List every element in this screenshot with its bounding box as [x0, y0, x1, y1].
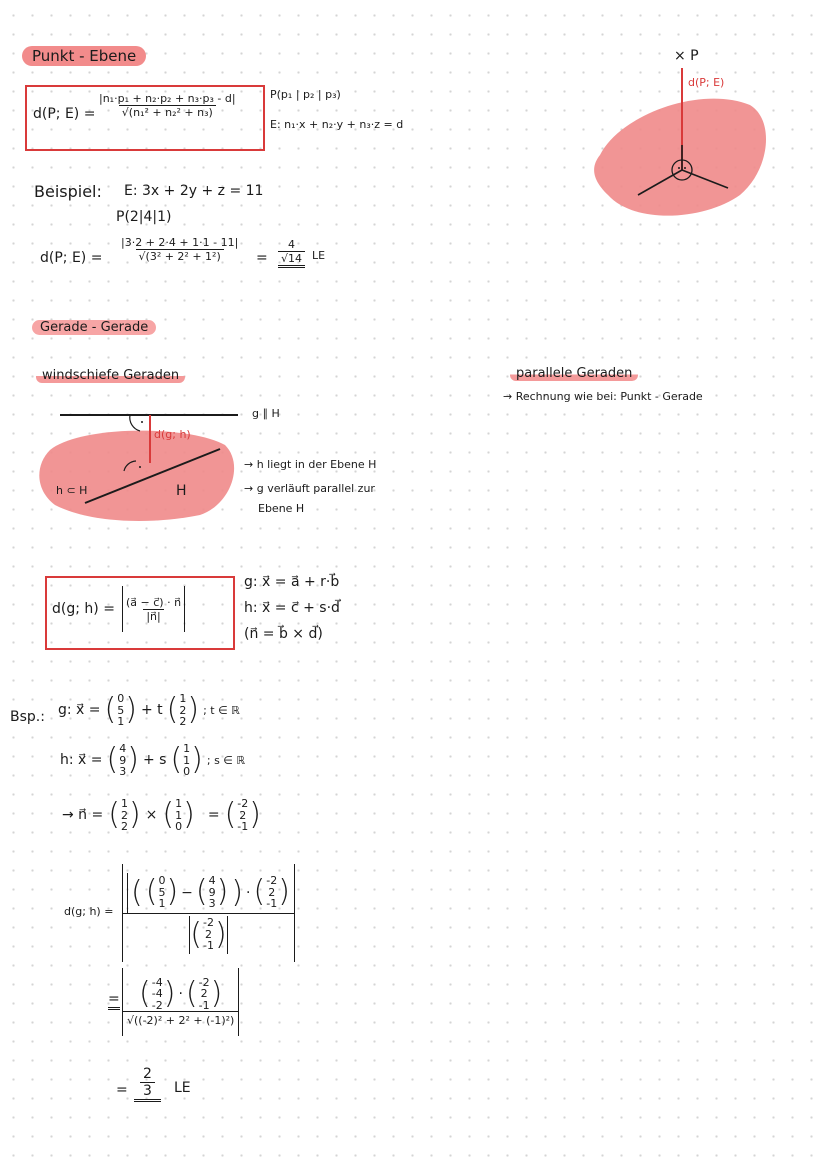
bsp-result-eq: = — [116, 1082, 128, 1098]
plane-definition: E: n₁·x + n₂·y + n₃·z = d — [270, 118, 404, 131]
section-title-gerade-gerade: Gerade - Gerade — [32, 320, 156, 335]
bsp-g-row — [58, 693, 240, 728]
sketch-H: H — [176, 483, 187, 499]
example-equals: = — [256, 250, 268, 266]
vector-n-b: ( 1 2 2 ) — [108, 797, 141, 834]
vector-n-result: ( -2 2 -1 ) — [224, 797, 261, 834]
gerade-formula-abs — [122, 586, 185, 632]
gerade-formula-num: (a⃗ − c⃗) · n⃗ — [126, 595, 182, 609]
sketch-distance-label: d(P; E) — [688, 76, 725, 89]
bsp-step2-abs — [122, 968, 239, 1036]
bsp-g-param: + t — [140, 702, 163, 719]
vector-n-step2: ( -2 2 -1 ) — [185, 975, 223, 1012]
example-unit: LE — [312, 249, 326, 262]
subtitle-windschief: windschiefe Geraden — [36, 368, 185, 383]
formula-lhs: d(P; E) = — [33, 106, 96, 122]
bsp-n-lhs: → n⃗ = — [62, 807, 104, 824]
formula-fraction — [96, 92, 239, 119]
example-denominator: √(3² + 2² + 1²) — [136, 249, 224, 263]
bsp-label: Bsp.: — [10, 709, 45, 725]
parallel-note: → Rechnung wie bei: Punkt - Gerade — [503, 390, 703, 403]
sketch-point-label: × P — [674, 48, 699, 64]
example-result-num: 4 — [288, 238, 295, 251]
plane-H-patch — [39, 431, 234, 521]
section-title-punkt-ebene: Punkt - Ebene — [22, 46, 146, 66]
example-plane: E: 3x + 2y + z = 11 — [124, 183, 264, 199]
g-definition: g: x⃗ = a⃗ + r·b⃗ — [244, 574, 340, 590]
formula-numerator: |n₁·p₁ + n₂·p₂ + n₃·p₃ - d| — [99, 92, 236, 105]
bsp-result-fraction — [134, 1066, 161, 1102]
vector-n-denominator: ( -2 2 -1 ) — [190, 916, 227, 953]
formula-denominator: √(n₁² + n₂² + n₃) — [119, 105, 216, 119]
vector-g-direction: ( 1 2 2 ) — [166, 692, 200, 729]
bsp-n-row — [62, 798, 261, 833]
bsp-d-denominator — [123, 913, 294, 954]
bsp-step2-eq: = — [108, 991, 120, 1010]
bsp-d-lhs: d(g; h) = — [64, 905, 114, 918]
vector-g-support: ( 0 5 1 ) — [104, 692, 137, 729]
example-result — [278, 238, 305, 268]
sketch-g-parallel-H: g ∥ H — [252, 407, 280, 420]
gerade-formula-lhs: d(g; h) = — [52, 601, 115, 617]
note-plane-H: Ebene H — [258, 502, 305, 515]
vector-c: ( 4 9 3 ) — [195, 874, 229, 911]
bsp-d-outer-abs — [122, 864, 295, 962]
example-result-den: √14 — [278, 251, 305, 265]
bsp-step2-numerator: ( -4 -4 -2 ) · ( -2 2 -1 ) — [139, 975, 223, 1012]
note-h-in-plane: → h liegt in der Ebene H — [244, 458, 377, 471]
bsp-h-param: + s — [142, 752, 167, 769]
example-lhs: d(P; E) = — [40, 250, 103, 266]
bsp-step2-denominator: √((-2)² + 2² + (-1)²) — [123, 1011, 238, 1027]
vector-a: ( 0 5 1 ) — [145, 874, 179, 911]
bsp-g-lhs: g: x⃗ = — [58, 702, 101, 719]
example-numerator: |3·2 + 2·4 + 1·1 - 11| — [121, 236, 239, 249]
bsp-d-numerator: ( ( 0 5 1 ) − ( 4 9 3 ) ) · ( -2 2 -1 ) — [123, 873, 294, 913]
point-definition: P(p₁ | p₂ | p₃) — [270, 88, 341, 101]
h-definition: h: x⃗ = c⃗ + s·d⃗ — [244, 600, 340, 616]
bsp-h-range: ; s ∈ ℝ — [206, 753, 246, 767]
skew-lines-sketch — [30, 405, 250, 525]
bsp-g-range: ; t ∈ ℝ — [203, 703, 240, 717]
vector-n-numerator: ( -2 2 -1 ) — [253, 874, 290, 911]
bsp-result-num: 2 — [143, 1066, 152, 1082]
plane-sketch — [590, 60, 780, 240]
sketch-distance-gh: d(g; h) — [154, 428, 191, 441]
bsp-result-den: 3 — [140, 1082, 155, 1099]
subtitle-parallel: parallele Geraden — [510, 366, 638, 381]
example-label: Beispiel: — [34, 182, 102, 201]
vector-n-d: ( 1 1 0 ) — [162, 797, 195, 834]
example-fraction — [118, 236, 241, 263]
vector-h-direction: ( 1 1 0 ) — [170, 742, 203, 779]
gerade-formula-den: |n⃗| — [143, 609, 163, 623]
bsp-times: × — [145, 807, 158, 824]
n-definition: (n⃗ = b⃗ × d⃗) — [244, 626, 323, 642]
bsp-h-row — [60, 743, 245, 778]
bsp-result-unit: LE — [174, 1080, 191, 1096]
sketch-h-in-H: h ⊂ H — [56, 484, 88, 497]
bsp-h-lhs: h: x⃗ = — [60, 752, 103, 769]
vector-diff: ( -4 -4 -2 ) — [139, 975, 176, 1012]
vector-h-support: ( 4 9 3 ) — [106, 742, 139, 779]
note-g-parallel: → g verläuft parallel zur — [244, 482, 375, 495]
bsp-n-eq: = — [207, 807, 220, 824]
plane-patch — [594, 99, 766, 216]
example-point: P(2|4|1) — [116, 209, 172, 225]
